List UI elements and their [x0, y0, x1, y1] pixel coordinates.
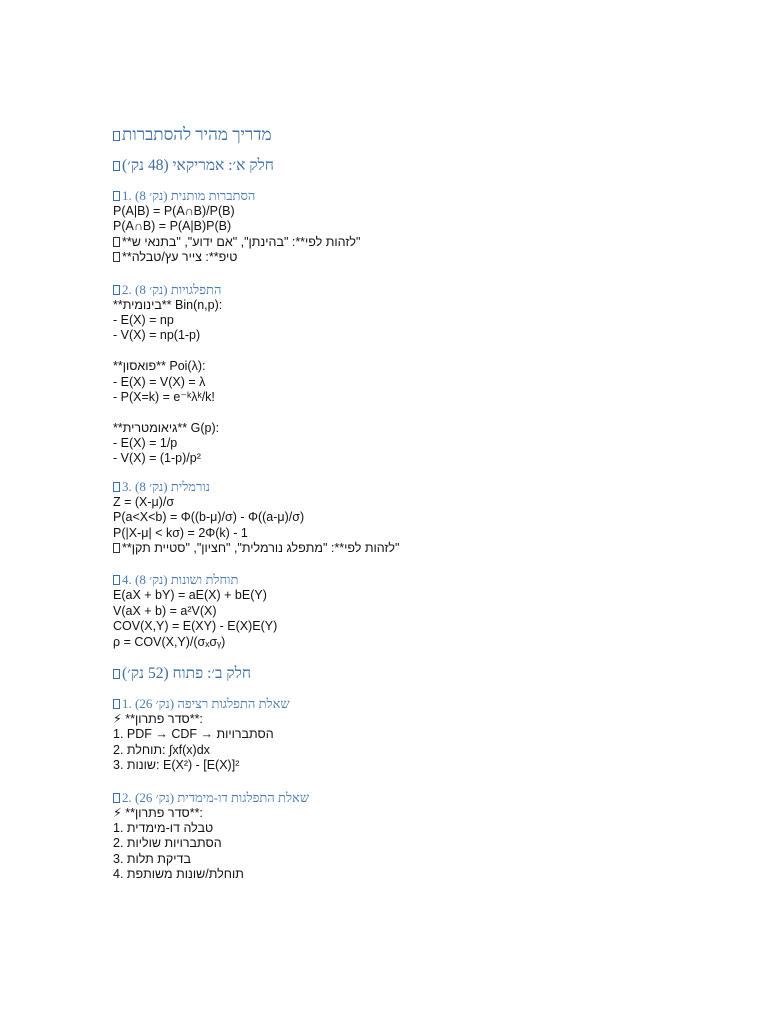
formula-line: P(|X-μ| < kσ) = 2Φ(k) - 1: [113, 525, 248, 540]
missing-glyph-icon: [113, 191, 120, 201]
step-line: 2. תוחלת: ∫xf(x)dx: [113, 742, 210, 757]
step-line: 1. PDF → CDF → הסתברויות: [113, 727, 274, 742]
formula-line: P(A∩B) = P(A|B)P(B): [113, 219, 232, 234]
section-heading: [113, 188, 673, 204]
section-heading-text: 1. (26 נק׳) שאלת התפלגות רציפה: [122, 695, 290, 711]
tip-line: [113, 235, 673, 250]
missing-glyph-icon: [113, 669, 120, 679]
step-line: 3. שונות: E(X²) - [E(X)]²: [113, 758, 240, 773]
missing-glyph-icon: [113, 699, 120, 709]
section-heading-text: 1. (8 נק׳) הסתברות מותנית: [122, 188, 256, 203]
missing-glyph-icon: [113, 793, 120, 803]
formula-line: - V(X) = (1-p)/p²: [113, 451, 201, 466]
formula-line: **פואסון** Poi(λ):: [113, 359, 206, 374]
missing-glyph-icon: [113, 131, 120, 141]
formula-line: COV(X,Y) = E(XY) - E(X)E(Y): [113, 619, 278, 634]
page-title-text: מדריך מהיר להסתברות: [122, 125, 272, 144]
section-heading: [113, 790, 673, 806]
part-a-heading-text: חלק א׳: אמריקאי (48 נק׳): [122, 157, 274, 174]
section-heading-text: 2. (8 נק׳) התפלגויות: [122, 281, 222, 297]
missing-glyph-icon: [113, 575, 120, 585]
formula-line: E(aX + bY) = aE(X) + bE(Y): [113, 588, 267, 603]
missing-glyph-icon: [113, 285, 120, 295]
section-heading-text: 3. (8 נק׳) נורמלית: [122, 478, 210, 494]
document-page: [113, 124, 673, 883]
tip-line-text: **לזהות לפי**: "מתפלג נורמלית", "חציון", "סטיית תקן": [122, 541, 400, 556]
solution-order-line: ⚡ **סדר פתרון**:: [113, 711, 203, 726]
missing-glyph-icon: [113, 543, 120, 553]
formula-line: Z = (X-μ)/σ: [113, 494, 175, 509]
formula-line: P(A|B) = P(A∩B)/P(B): [113, 204, 235, 218]
tip-line: [113, 541, 673, 556]
page-title: [113, 124, 673, 146]
solution-order-line: ⚡ **סדר פתרון**:: [113, 805, 203, 820]
section-heading-text: 2. (26 נק׳) שאלת התפלגות דו-מימדית: [122, 789, 310, 805]
formula-line: - V(X) = np(1-p): [113, 328, 201, 343]
part-b-heading: [113, 664, 673, 684]
part-b-heading-text: חלק ב׳: פתוח (52 נק׳): [122, 664, 252, 682]
formula-line: V(aX + b) = a²V(X): [113, 603, 217, 618]
formula-line: - E(X) = V(X) = λ: [113, 374, 206, 389]
section-heading: [113, 696, 673, 712]
part-a-heading: [113, 156, 673, 176]
formula-line: ρ = COV(X,Y)/(σₓσᵧ): [113, 634, 226, 649]
formula-line: - P(X=k) = e⁻ᵏλᵏ/k!: [113, 389, 215, 404]
section-heading: [113, 479, 673, 495]
section-heading: [113, 572, 673, 588]
missing-glyph-icon: [113, 237, 120, 247]
formula-line: **בינומית** Bin(n,p):: [113, 297, 223, 312]
step-line: 2. הסתברויות שוליות: [113, 836, 222, 851]
missing-glyph-icon: [113, 482, 120, 492]
formula-line: - E(X) = 1/p: [113, 436, 178, 451]
tip-line-text: **לזהות לפי**: "בהינתן", "אם ידוע", "בתנאי ש": [122, 234, 361, 249]
step-line: 1. טבלה דו-מימדית: [113, 820, 214, 835]
tip-line: [113, 250, 673, 265]
missing-glyph-icon: [113, 252, 120, 262]
tip-line-text: **טיפ**: צייר עץ/טבלה: [122, 250, 238, 265]
formula-line: **גיאומטרית** G(p):: [113, 420, 220, 435]
step-line: 3. בדיקת תלות: [113, 851, 191, 866]
step-line: 4. תוחלת/שונות משותפת: [113, 867, 244, 882]
formula-line: P(a<X<b) = Φ((b-μ)/σ) - Φ((a-μ)/σ): [113, 510, 305, 525]
missing-glyph-icon: [113, 161, 120, 171]
section-heading-text: 4. (8 נק׳) תוחלת ושונות: [122, 572, 239, 588]
formula-line: - E(X) = np: [113, 312, 174, 327]
section-heading: [113, 282, 673, 298]
